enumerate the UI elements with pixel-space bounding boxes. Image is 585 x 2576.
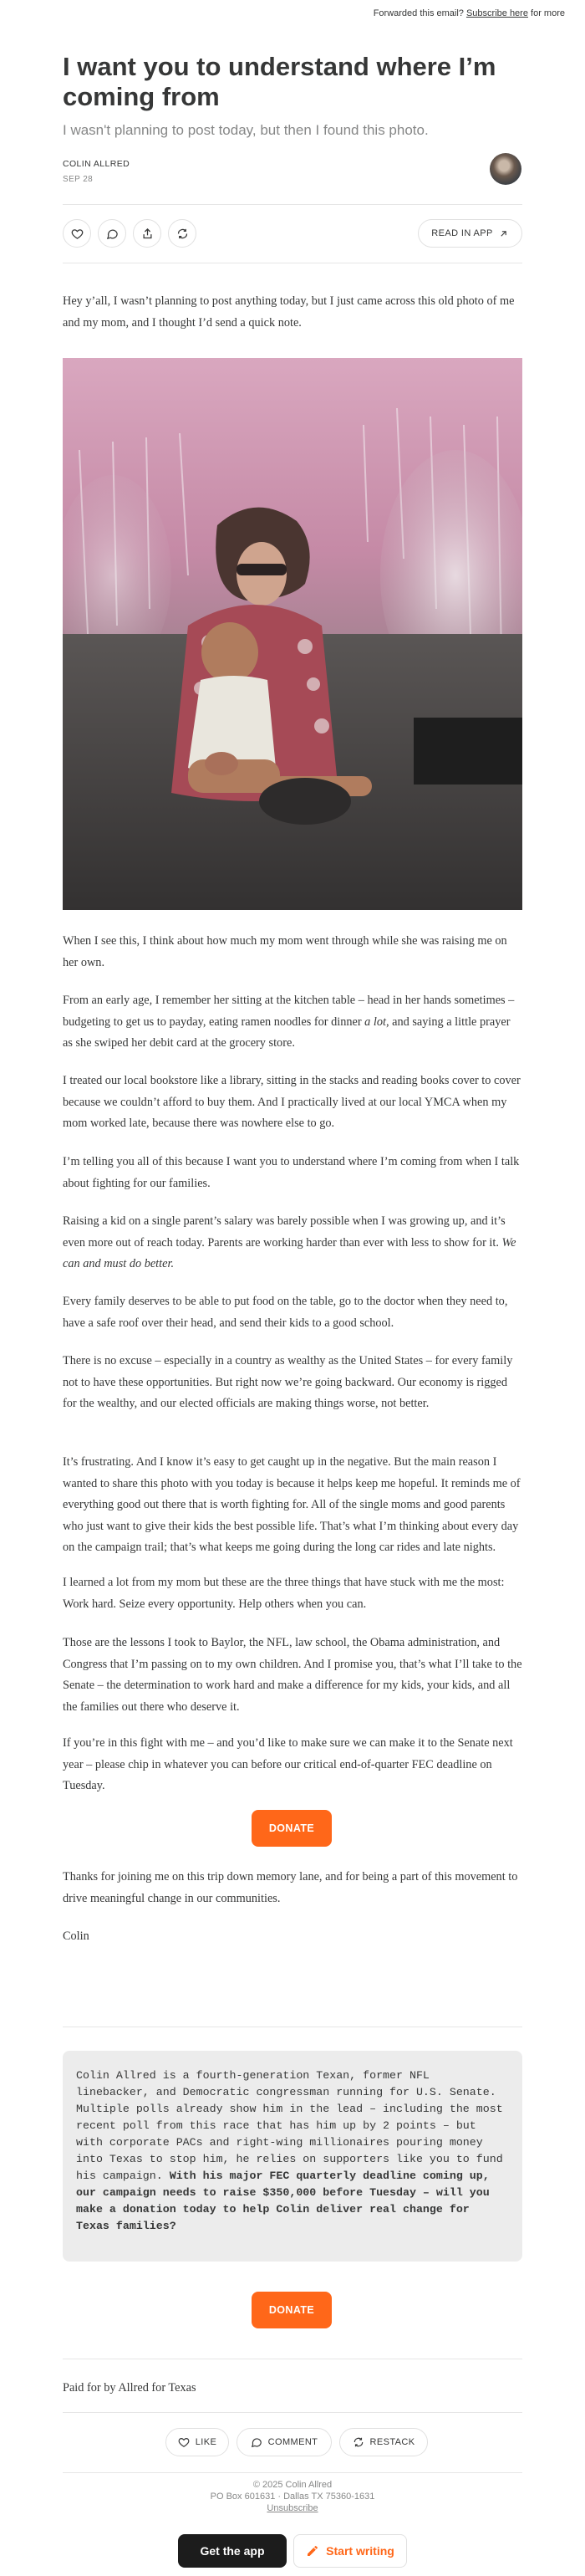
arrow-up-right-icon: [498, 228, 509, 239]
body-paragraph-10: Those are the lessons I took to Baylor, the NFL, law school, the Obama administration, and Congress that I’m passing on to my own children. And I promise you, that’s what I’ll take to the Senate – the determination to work hard and make a difference for my kids, your kids, and all the families out there who deserve it.: [63, 1636, 522, 1714]
divider: [63, 204, 522, 205]
pencil-icon: [306, 2544, 319, 2558]
share-icon: [141, 227, 154, 240]
signoff: Colin: [63, 1929, 89, 1943]
subscribe-link[interactable]: Subscribe here: [465, 8, 528, 18]
post-subtitle: I wasn't planning to post today, but then I found this photo.: [63, 122, 429, 138]
donate-button[interactable]: DONATE: [252, 1810, 332, 1847]
like-label: LIKE: [195, 2437, 217, 2447]
body-paragraph-12: Thanks for joining me on this trip down memory lane, and for being a part of this movement to drive meaningful change in our communities.: [63, 1870, 518, 1905]
get-the-app-button[interactable]: Get the app: [178, 2534, 287, 2568]
body-paragraph-9: I learned a lot from my mom but these are the three things that have stuck with me the most: Work hard. Seize every opportunity. Help others when you can.: [63, 1576, 505, 1611]
body-paragraph-11: If you’re in this fight with me – and you’d like to make sure we can make it to the Senate next year – please chip in whatever you can before our critical end-of-quarter FEC deadline on Tuesday.: [63, 1736, 513, 1792]
author-name[interactable]: COLIN ALLRED: [63, 159, 130, 169]
comment-icon: [251, 2436, 262, 2448]
like-pill-button[interactable]: [165, 2428, 229, 2456]
p2-text-a: From an early age, I remember her sitting at the kitchen table – head in her hands sometimes – budgeting to get us to payday, eating ramen noodles for dinner: [63, 994, 515, 1029]
heart-icon: [178, 2436, 190, 2448]
start-writing-label: Start writing: [326, 2544, 394, 2558]
footer-copyright: © 2025 Colin Allred: [252, 2480, 333, 2490]
body-paragraph-4: I’m telling you all of this because I want you to understand where I’m coming from when I talk about fighting for our families.: [63, 1155, 520, 1190]
comment-label: COMMENT: [267, 2437, 318, 2447]
family-photo[interactable]: [63, 358, 522, 910]
divider: [63, 2412, 522, 2413]
body-paragraph-8: It’s frustrating. And I know it’s easy to get caught up in the negative. But the main reason I wanted to share this photo with you today is because it helps keep me hopeful. It reminds me of everything good out there that is worth fighting for. All of the single moms and good parents who just want to give their kids the best possible life. That’s what I’m thinking about every day on the campaign trail; that’s what keeps me going during the long car rides and late nights.: [63, 1455, 521, 1554]
forwarded-suffix: for more: [531, 8, 565, 18]
avatar[interactable]: [490, 153, 521, 185]
donate-button-2[interactable]: DONATE: [252, 2292, 332, 2328]
start-writing-button[interactable]: [293, 2534, 407, 2568]
callout-text: Colin Allred is a fourth-generation Texan, former NFL linebacker, and Democratic congressman running for U.S. Senate. Multiple polls already show him in the lead – including the most recent poll from this race that has him up by 2 points – but with corporate PACs and right-wing millionaires pouring money into Texas to stop him, he relies on supporters like you to fund his campaign.: [76, 2069, 503, 2182]
unsubscribe-link[interactable]: Unsubscribe: [267, 2503, 318, 2513]
restack-icon: [353, 2436, 364, 2448]
p5-emphasis: We can and must do better.: [63, 1235, 516, 1270]
footer-address: PO Box 601631 · Dallas TX 75360-1631: [210, 2492, 375, 2502]
read-in-app-label: READ IN APP: [431, 228, 493, 238]
restack-icon: [176, 227, 189, 240]
body-paragraph-3: I treated our local bookstore like a library, sitting in the stacks and reading books cover to cover because we couldn’t afford to buy them. And I practically lived at our local YMCA when my mom worked late, because there was nowhere else to go.: [63, 1074, 521, 1130]
body-paragraph-1: When I see this, I think about how much my mom went through while she was raising me on her own.: [63, 934, 507, 969]
read-in-app-button[interactable]: [418, 219, 522, 248]
like-button[interactable]: [63, 219, 91, 248]
restack-button[interactable]: [168, 219, 196, 248]
forwarded-prefix: Forwarded this email?: [373, 8, 464, 18]
body-paragraph-6: Every family deserves to be able to put food on the table, go to the doctor when they need to, have a safe roof over their head, and send their kids to a good school.: [63, 1295, 508, 1330]
body-paragraph-5: [63, 1211, 522, 1275]
comment-icon: [106, 227, 119, 240]
comment-button[interactable]: [98, 219, 126, 248]
heart-icon: [71, 227, 84, 240]
post-date: SEP 28: [63, 175, 94, 184]
p5-text-a: Raising a kid on a single parent’s salary was barely possible when I was growing up, and it’s even more out of reach today. Parents are working harder than ever with less to show for it.: [63, 1214, 506, 1250]
divider: [63, 2472, 522, 2473]
forwarded-banner: [374, 8, 565, 18]
p2-text-b: , and saying a little prayer as she swiped her debit card at the grocery store.: [63, 1015, 511, 1050]
campaign-callout: [63, 2051, 522, 2262]
comment-pill-button[interactable]: [237, 2428, 332, 2456]
body-paragraph-2: [63, 990, 522, 1055]
photo-mom-and-baby: [63, 358, 522, 910]
restack-label: RESTACK: [369, 2437, 415, 2447]
post-title: I want you to understand where I’m coming from: [63, 52, 496, 111]
callout-bold-text: With his major FEC quarterly deadline coming up, our campaign needs to raise $350,000 before Tuesday – will you make a donation today to help Colin deliver real change for Texas families?: [76, 2170, 490, 2232]
share-button[interactable]: [133, 219, 161, 248]
paid-for-disclaimer: Paid for by Allred for Texas: [63, 2381, 196, 2395]
restack-pill-button[interactable]: [339, 2428, 428, 2456]
p2-emphasis: a lot: [364, 1015, 386, 1029]
intro-paragraph: Hey y’all, I wasn’t planning to post anything today, but I just came across this old photo of me and my mom, and I thought I’d send a quick note.: [63, 294, 515, 330]
body-paragraph-7: There is no excuse – especially in a country as wealthy as the United States – for every family not to have these opportunities. But right now we’re going backward. Our economy is rigged for the wealthy, and our elected officials are making things worse, not better.: [63, 1354, 513, 1410]
